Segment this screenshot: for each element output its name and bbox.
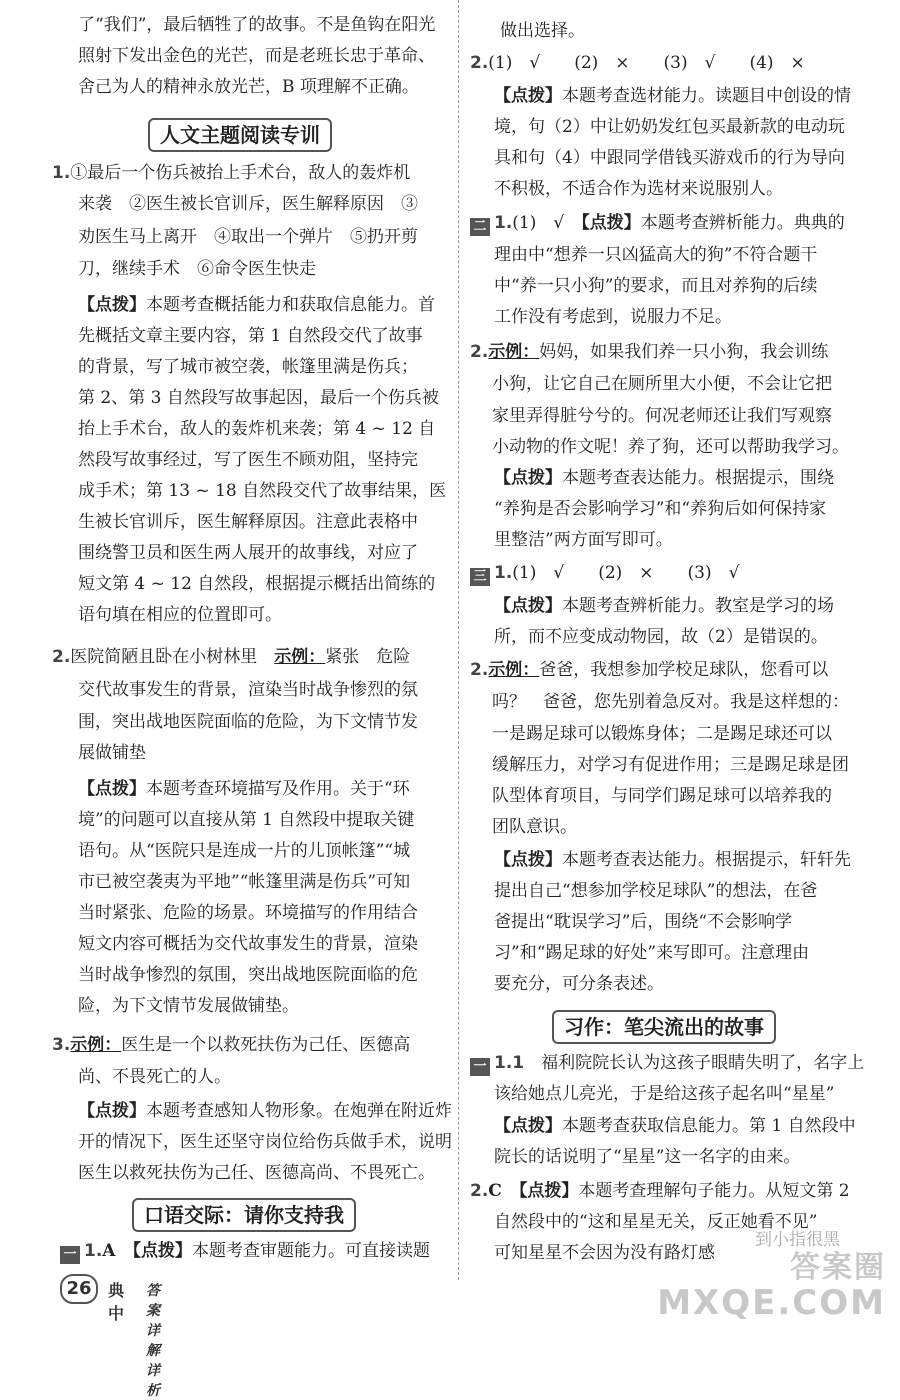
r-q2-tip-line-3: 具和句（4）中跟同学借钱买游戏币的行为导向 <box>494 148 845 168</box>
tip-label: 【点拨】 <box>518 1181 579 1201</box>
w2-answer: C <box>488 1181 502 1201</box>
tip-label: 【点拨】 <box>494 468 562 488</box>
g3q2-line-5: 队型体育项目，与同学们踢足球可以培养我的 <box>492 786 832 806</box>
watermark-logo <box>657 1242 886 1323</box>
watermark-site-text: MXQE.COM <box>657 1283 886 1323</box>
section-title-humanities: 人文主题阅读专训 <box>148 118 332 152</box>
q2-tip-line-7: 当时战争惨烈的氛围，突出战地医院面临的危 <box>78 965 418 985</box>
r-q2-tip-line-2: 境，句（2）中让奶奶发红包买最新款的电动玩 <box>494 117 845 137</box>
tip-text: 本题考查理解句子能力。从短文第 2 <box>578 1181 850 1201</box>
page-number: 26 <box>60 1274 98 1304</box>
q1-tip-line-6: 然段写故事经过，写了医生不顾劝阻，坚持完 <box>78 450 418 470</box>
q1-tip-line-7: 成手术；第 13 ~ 18 自然段交代了故事结果，医 <box>78 481 447 501</box>
w1-answer: 福利院院长认为这孩子眼睛失明了，名字上 <box>541 1053 865 1073</box>
q1-line-1 <box>52 158 410 189</box>
q2-line-3: 围，突出战地医院面临的危险，为下文情节发 <box>78 712 418 732</box>
g2q2-number: 2. <box>470 342 489 362</box>
intro-line-2: 照射下发出金色的光芒，而是老班长忠于革命、 <box>78 46 435 66</box>
g3q2-line-6: 团队意识。 <box>492 817 577 837</box>
tip-text: 本题考查选材能力。读题目中创设的情 <box>562 86 851 106</box>
q2-tip-line-6: 短文内容可概括为交代故事发生的背景，渲染 <box>78 934 418 954</box>
g1-answer: A <box>102 1241 116 1261</box>
tip-label: 【点拨】 <box>78 295 146 315</box>
g1-tip: 本题考查审题能力。可直接读题 <box>192 1241 430 1261</box>
q3-line-1 <box>52 1030 410 1061</box>
example-label: 示例： <box>70 1035 122 1055</box>
q2-tip-line-2: 境”的问题可以直接从第 1 自然段中提取关键 <box>78 810 415 830</box>
tip-text: 本题考查表达能力。根据提示，轩轩先 <box>562 850 851 870</box>
g3-number: 1. <box>494 563 513 583</box>
intro-line-3: 舍己为人的精神永放光芒，B 项理解不正确。 <box>78 77 419 97</box>
q1-line-3: 劝医生马上离开 ④取出一个弹片 ⑤扔开剪 <box>78 227 418 247</box>
g3q2-tip-line-1 <box>494 845 851 876</box>
q1-number: 1. <box>52 163 71 183</box>
tip-text: 本题考查表达能力。根据提示，围绕 <box>562 468 834 488</box>
q2-line-1 <box>52 642 410 673</box>
g2q2-tip-line-1 <box>494 463 834 494</box>
section-title-writing: 习作：笔尖流出的故事 <box>552 1010 776 1044</box>
g2-tip-line-4: 工作没有考虑到，说服力不足。 <box>494 307 732 327</box>
g1-number: 1. <box>84 1241 103 1261</box>
r-q2-number: 2. <box>470 53 489 73</box>
tip-label: 【点拨】 <box>494 86 562 106</box>
tip-label: 【点拨】 <box>494 850 562 870</box>
w2-tip-line-2: 自然段中的“这和星星无关，反正她看不见” <box>494 1212 818 1232</box>
g2q2-line-2: 小狗，让它自己在厕所里大小便，不会让它把 <box>492 374 832 394</box>
tip-label: 【点拨】 <box>132 1241 192 1261</box>
q3-tip-line-2: 开的情况下，医生还坚守岗位给伤兵做手术，说明 <box>78 1132 452 1152</box>
q2-tip-line-1 <box>78 774 410 805</box>
example-label: 示例： <box>488 342 540 362</box>
tip-label: 【点拨】 <box>78 1101 146 1121</box>
tip-text: 本题考查获取信息能力。第 1 自然段中 <box>562 1116 856 1136</box>
q1-tip-line-9: 围绕警卫员和医生两人展开的故事线，对应了 <box>78 543 418 563</box>
g3q2-answer: 爸爸，我想参加学校足球队，您看可以 <box>539 660 829 680</box>
tip-text: 本题考查辨析能力。典典的 <box>640 213 845 233</box>
tip-label: 【点拨】 <box>494 1116 562 1136</box>
tip-text: 本题考查感知人物形象。在炮弹在附近炸 <box>146 1101 452 1121</box>
g2q2-tip-line-3: 里整洁”两方面写即可。 <box>494 530 673 550</box>
q1-line-2: 来袭 ②医生被长官训斥，医生解释原因 ③ <box>78 194 418 214</box>
group-one-icon: 一 <box>470 1058 490 1076</box>
group-one-icon: 一 <box>60 1246 80 1264</box>
section-title-oral: 口语交际：请你支持我 <box>132 1198 356 1232</box>
g2-number: 1. <box>494 213 513 233</box>
q1-tip-line-10: 短文第 4 ~ 12 自然段，根据提示概括出简练的 <box>78 574 436 594</box>
g3-answer: (1) √ (2) × (3) √ <box>512 563 740 583</box>
footer-subtitle: 答案详解详析 <box>146 1283 160 1399</box>
g3q2-line-2: 吗？ 爸爸，您先别着急反对。我是这样想的： <box>492 692 849 712</box>
example-label: 示例： <box>488 660 540 680</box>
q1-tip-line-11: 语句填在相应的位置即可。 <box>78 605 282 625</box>
q1-line-4: 刀，继续手术 ⑥命令医生快走 <box>78 259 316 279</box>
q2-tip-line-3: 语句。从“医院只是连成一片的儿顶帐篷”“城 <box>78 841 411 861</box>
q1-tip-line-5: 抬上手术台，敌人的轰炸机来袭；第 4 ~ 12 自 <box>78 419 436 439</box>
tip-label: 【点拨】 <box>581 213 641 233</box>
r-q2-line-1 <box>470 48 805 79</box>
g3-tip-line-1 <box>494 591 834 622</box>
w2-number: 2. <box>470 1181 489 1201</box>
g2q2-answer: 妈妈，如果我们养一只小狗，我会训练 <box>539 342 829 362</box>
g2-tip-line-2: 理由中“想养一只凶猛高大的狗”不符合题干 <box>494 245 818 265</box>
tip-text: 本题考查辨析能力。教室是学习的场 <box>562 596 834 616</box>
tip-text: 本题考查环境描写及作用。关于“环 <box>146 779 410 799</box>
brand-logo: 典中 <box>108 1281 125 1323</box>
w1-tip-line-1 <box>494 1111 856 1142</box>
w1-line-1 <box>470 1048 864 1079</box>
g3q2-line-1 <box>470 655 828 686</box>
q1-text: ①最后一个伤兵被抬上手术台，敌人的轰炸机 <box>70 163 411 183</box>
watermark-large-text: 答案圈 <box>790 1250 886 1285</box>
continued-text: 做出选择。 <box>500 21 585 41</box>
q3-line-2: 尚、不畏死亡的人。 <box>78 1067 231 1087</box>
g2q2-line-1 <box>470 337 828 368</box>
q2-tip-line-4: 市已被空袭夷为平地”“帐篷里满是伤兵”可知 <box>78 872 411 892</box>
q1-tip-line-8: 生被长官训斥，医生解释原因。注意此表格中 <box>78 512 418 532</box>
q3-number: 3. <box>52 1035 71 1055</box>
g3q2-tip-line-5: 要充分，可分条表述。 <box>494 974 664 994</box>
tip-label: 【点拨】 <box>494 596 562 616</box>
g2-answer: (1) √ <box>512 213 565 233</box>
w2-line-1 <box>470 1176 850 1207</box>
w1-tip-line-2: 院长的话说明了“星星”这一名字的由来。 <box>494 1147 801 1167</box>
w1-number: 1.1 <box>494 1053 525 1073</box>
q3-tip-line-3: 医生以救死扶伤为己任、医德高尚、不畏死亡。 <box>78 1163 435 1183</box>
intro-line-1: 了“我们”，最后牺牲了的故事。不是鱼钩在阳光 <box>78 15 436 35</box>
q1-tip-line-1 <box>78 290 435 321</box>
g3-tip-line-2: 所，而不应变成动物园，故（2）是错误的。 <box>494 627 828 647</box>
g3-line-1 <box>470 558 739 589</box>
g2-line-1 <box>470 208 845 239</box>
g2q2-line-4: 小动物的作文呢！养了狗，还可以帮助我学习。 <box>492 437 849 457</box>
g3q2-line-4: 缓解压力，对学习有促进作用；三是踢足球是团 <box>492 755 849 775</box>
tip-label: 【点拨】 <box>78 779 146 799</box>
g3q2-line-3: 一是踢足球可以锻炼身体；二是踢足球还可以 <box>492 724 832 744</box>
g2-tip-line-3: 中“养一只小狗”的要求，而且对养狗的后续 <box>494 276 818 296</box>
q2-answer-2: 紧张 危险 <box>325 647 411 667</box>
q1-tip-line-2: 先概括文章主要内容，第 1 自然段交代了故事 <box>78 326 423 346</box>
w2-tip-line-3: 可知星星不会因为没有路灯感 <box>494 1243 715 1263</box>
g2q2-tip-line-2: “养狗是否会影响学习”和“养狗后如何保持家 <box>494 499 827 519</box>
q1-tip-line-4: 第 2、第 3 自然段写故事起因，最后一个伤兵被 <box>78 388 439 408</box>
q2-tip-line-8: 险，为下文情节发展做铺垫。 <box>78 996 299 1016</box>
q2-tip-line-5: 当时紧张、危险的场景。环境描写的作用结合 <box>78 903 418 923</box>
group-two-icon: 二 <box>470 218 490 236</box>
tip-text: 本题考查概括能力和获取信息能力。首 <box>146 295 435 315</box>
example-label: 示例： <box>274 647 326 667</box>
q2-line-4: 展做铺垫 <box>78 743 146 763</box>
q1-tip-line-3: 的背景，写了城市被空袭，帐篷里满是伤兵； <box>78 357 418 377</box>
g2q2-line-3: 家里弄得脏兮兮的。何况老师还让我们写观察 <box>492 406 832 426</box>
group-three-icon: 三 <box>470 568 490 586</box>
q2-number: 2. <box>52 647 71 667</box>
r-q2-tip-line-1 <box>494 81 851 112</box>
q3-answer: 医生是一个以救死扶伤为己任、医德高 <box>121 1035 411 1055</box>
r-q2-tip-line-4: 不积极，不适合作为选材来说服别人。 <box>494 179 783 199</box>
g3q2-tip-line-3: 爸提出“耽误学习”后，围绕“不会影响学 <box>494 912 793 932</box>
r-q2-answer: (1) √ (2) × (3) √ (4) × <box>488 53 805 73</box>
q3-tip-line-1 <box>78 1096 452 1127</box>
column-divider <box>458 0 459 1280</box>
g3q2-tip-line-2: 提出自己“想参加学校足球队”的想法，在爸 <box>494 881 818 901</box>
watermark-small-text: 到小指很黑 <box>755 1230 840 1250</box>
g3q2-number: 2. <box>470 660 489 680</box>
q2-answer-1: 医院简陋且卧在小树林里 <box>70 647 258 667</box>
q2-line-2: 交代故事发生的背景，渲染当时战争惨烈的氛 <box>78 680 418 700</box>
w1-line-2: 该给她点儿亮光，于是给这孩子起名叫“星星” <box>494 1084 835 1104</box>
g3q2-tip-line-4: 习”和“踢足球的好处”来写即可。注意理由 <box>494 943 810 963</box>
g1-line-1 <box>60 1236 430 1267</box>
